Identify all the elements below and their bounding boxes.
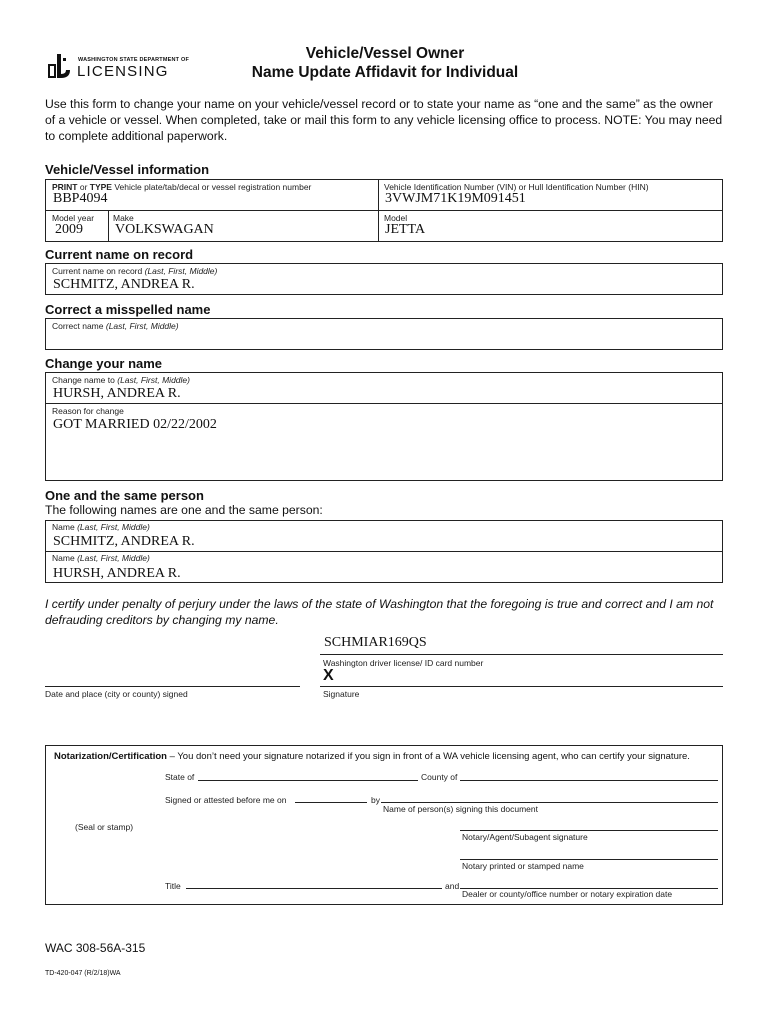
- same-name-1-label: Name (Last, First, Middle): [52, 522, 150, 532]
- notary-box: [45, 745, 723, 905]
- change-name-field[interactable]: HURSH, ANDREA R.: [53, 386, 181, 401]
- notary-heading: Notarization/Certification – You don’t need your signature notarized if you sign in front of a WA vehicle licensing agent, who can certify your signature.: [54, 751, 690, 762]
- year-label: Model year: [52, 213, 95, 223]
- correct-name-label: Correct name (Last, First, Middle): [52, 321, 179, 331]
- and-label: and: [445, 881, 460, 891]
- wac-reference: WAC 308-56A-315: [45, 941, 146, 955]
- change-heading: Change your name: [45, 356, 163, 371]
- license-label: Washington driver license/ ID card number: [323, 658, 484, 668]
- state-label: State of: [165, 772, 195, 782]
- seal-label: (Seal or stamp): [75, 822, 134, 832]
- correct-name-field[interactable]: [53, 332, 713, 348]
- plate-label: PRINT or TYPE Vehicle plate/tab/decal or vessel registration number: [52, 182, 312, 192]
- vin-label: Vehicle Identification Number (VIN) or Hull Identification Number (HIN): [384, 182, 649, 192]
- certify-text: I certify under penalty of perjury under the laws of the state of Washington that the foregoing is true and correct and I am not defrauding creditors by changing my name.: [45, 597, 714, 627]
- vehicle-heading: Vehicle/Vessel information: [45, 162, 210, 177]
- signature-label: Signature: [323, 689, 360, 699]
- persons-line[interactable]: [381, 802, 718, 803]
- change-name-label: Change name to (Last, First, Middle): [52, 375, 190, 385]
- same-person-heading: One and the same person: [45, 488, 204, 503]
- notary-name-label: Notary printed or stamped name: [462, 861, 584, 871]
- agency-logo: [46, 52, 196, 82]
- form-number: TD-420-047 (R/2/18)WA: [45, 970, 121, 977]
- signed-date-line[interactable]: [295, 802, 367, 803]
- licensing-logo-icon: [46, 52, 72, 80]
- title-line-2: Name Update Affidavit for Individual: [251, 64, 519, 81]
- licensing-label: LICENSING: [77, 63, 169, 80]
- title-label: Title: [165, 881, 181, 891]
- intro-text: Use this form to change your name on your vehicle/vessel record or to state your name as “one and the same” as the owner of a vehicle or vessel. When completed, take or mail this form to any vehicle licensing office to process. NOTE: You may need to complete additional paperwork.: [45, 97, 723, 143]
- county-label: County of: [421, 772, 458, 782]
- model-label: Model: [384, 213, 408, 223]
- persons-label: Name of person(s) signing this document: [383, 804, 538, 814]
- by-label: by: [371, 795, 380, 805]
- model-field[interactable]: JETTA: [385, 222, 426, 237]
- misspelled-heading: Correct a misspelled name: [45, 302, 211, 317]
- county-line[interactable]: [460, 780, 718, 781]
- year-field[interactable]: 2009: [55, 222, 83, 237]
- current-name-field[interactable]: SCHMITZ, ANDREA R.: [53, 277, 195, 292]
- dealer-label: Dealer or county/office number or notary expiration date: [462, 889, 673, 899]
- notary-signature-line[interactable]: [460, 830, 718, 831]
- title-line[interactable]: [186, 888, 442, 889]
- dept-label: WASHINGTON STATE DEPARTMENT OF: [78, 57, 190, 63]
- reason-label: Reason for change: [52, 406, 124, 416]
- same-name-2-field[interactable]: HURSH, ANDREA R.: [53, 566, 181, 581]
- make-label: Make: [113, 213, 134, 223]
- current-name-label: Current name on record (Last, First, Middle): [52, 266, 218, 276]
- signature-x-mark: X: [323, 667, 334, 684]
- reason-field[interactable]: GOT MARRIED 02/22/2002: [53, 417, 217, 432]
- make-field[interactable]: VOLKSWAGAN: [115, 222, 214, 237]
- title-line-1: Vehicle/Vessel Owner: [305, 45, 465, 62]
- state-line[interactable]: [198, 780, 418, 781]
- vin-field[interactable]: 3VWJM71K19M091451: [385, 191, 526, 206]
- form-title: [200, 44, 570, 82]
- signature-line[interactable]: [320, 686, 723, 687]
- signed-label: Signed or attested before me on: [165, 795, 287, 805]
- same-name-1-field[interactable]: SCHMITZ, ANDREA R.: [53, 534, 195, 549]
- date-place-label: Date and place (city or county) signed: [45, 689, 188, 699]
- date-place-line[interactable]: [45, 686, 300, 687]
- notary-name-line[interactable]: [460, 859, 718, 860]
- notary-signature-label: Notary/Agent/Subagent signature: [462, 832, 588, 842]
- plate-field[interactable]: BBP4094: [53, 191, 108, 206]
- same-person-subtext: The following names are one and the same person:: [45, 503, 323, 517]
- current-name-heading: Current name on record: [45, 247, 194, 262]
- same-name-2-label: Name (Last, First, Middle): [52, 553, 150, 563]
- license-field[interactable]: SCHMIAR169QS: [324, 635, 427, 650]
